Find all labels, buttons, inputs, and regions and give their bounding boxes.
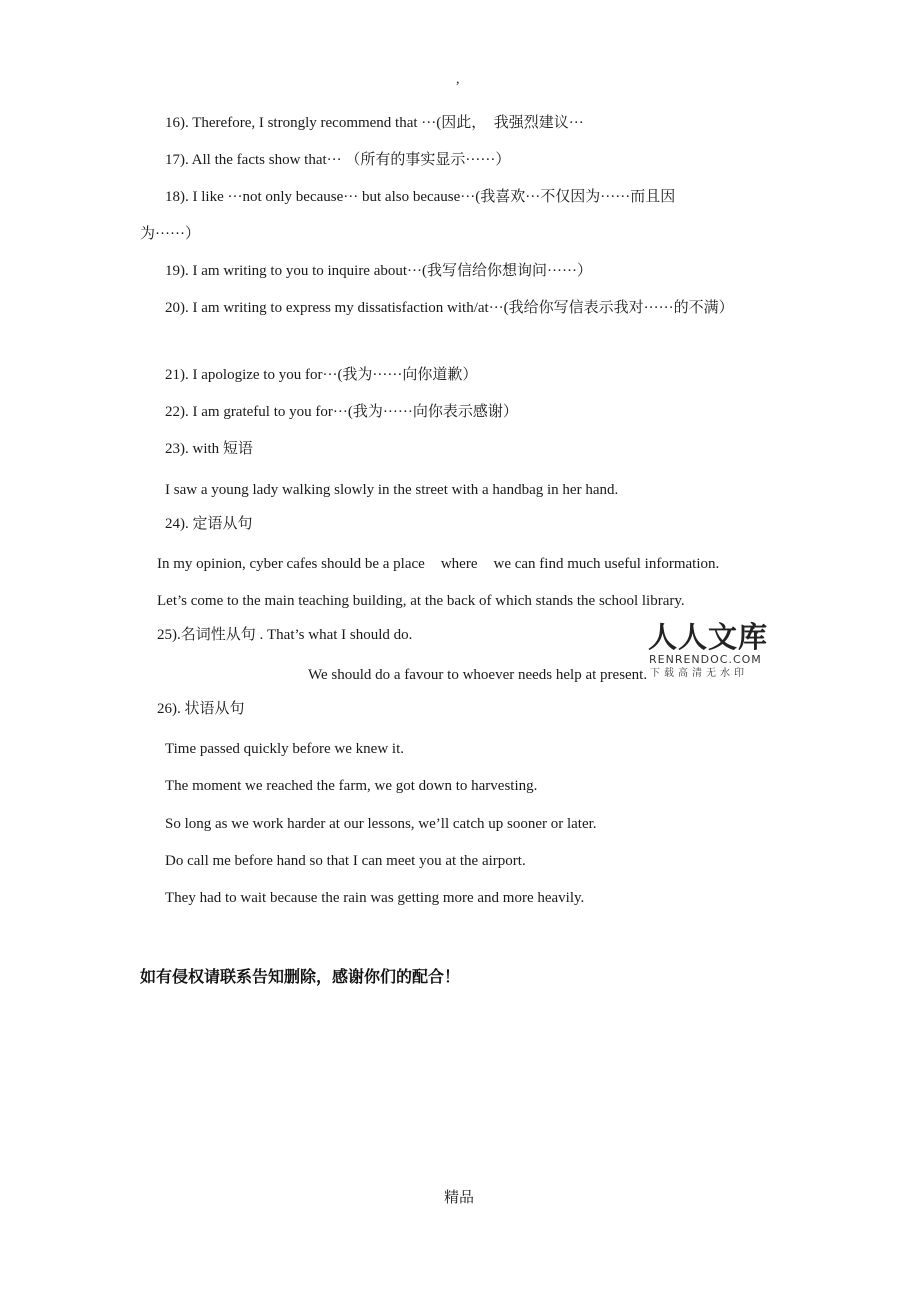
phrase-17: 17). All the facts show that··· （所有的事实显示······） xyxy=(165,152,511,168)
watermark-tagline: 下载高清无水印 xyxy=(650,668,748,679)
phrase-20: 20). I am writing to express my dissatisfaction with/at···(我给你写信表示我对······的不满） xyxy=(165,300,734,316)
phrase-23: 23). with 短语 xyxy=(165,441,253,457)
phrase-26-example-5: They had to wait because the rain was getting more and more heavily. xyxy=(165,890,585,906)
phrase-24-example-1 xyxy=(157,554,719,574)
copyright-notice: 如有侵权请联系告知删除，感谢你们的配合！ xyxy=(140,967,461,986)
watermark-logo xyxy=(646,620,774,682)
phrase-24: 24). 定语从句 xyxy=(165,516,253,532)
phrase-26-example-2: The moment we reached the farm, we got down to harvesting. xyxy=(165,778,538,794)
phrase-18: 18). I like ···not only because··· but also because···(我喜欢···不仅因为······而且因 xyxy=(165,189,676,205)
phrase-21: 21). I apologize to you for···(我为······向你道歉） xyxy=(165,367,478,383)
watermark-url: RENRENDOC.COM xyxy=(649,653,762,666)
phrase-24-example-1-part-a: In my opinion, cyber cafes should be a place xyxy=(157,556,425,572)
watermark-brand: 人人文库 xyxy=(648,620,769,654)
page-footer: 精品 xyxy=(444,1190,475,1206)
phrase-18-continued: 为······） xyxy=(140,226,200,242)
phrase-24-example-2: Let’s come to the main teaching building, at the back of which stands the school library. xyxy=(157,593,685,609)
phrase-16: 16). Therefore, I strongly recommend that ···(因此， 我强烈建议··· xyxy=(165,115,584,131)
phrase-26-example-1: Time passed quickly before we knew it. xyxy=(165,741,404,757)
phrase-26-example-3: So long as we work harder at our lessons, we’ll catch up sooner or later. xyxy=(165,816,597,832)
phrase-24-example-1-part-c: we can find much useful information. xyxy=(493,556,720,572)
phrase-23-example: I saw a young lady walking slowly in the street with a handbag in her hand. xyxy=(165,482,619,498)
phrase-25: 25).名词性从句 . That’s what I should do. xyxy=(157,627,413,643)
header-mark: , xyxy=(456,72,460,87)
phrase-22: 22). I am grateful to you for···(我为······向你表示感谢） xyxy=(165,404,518,420)
phrase-24-example-1-part-b: where xyxy=(440,556,478,572)
phrase-26: 26). 状语从句 xyxy=(157,701,245,717)
phrase-26-example-4: Do call me before hand so that I can meet you at the airport. xyxy=(165,853,526,869)
phrase-19: 19). I am writing to you to inquire about···(我写信给你想询问······） xyxy=(165,263,592,279)
phrase-25-example: We should do a favour to whoever needs help at present. xyxy=(308,667,648,683)
